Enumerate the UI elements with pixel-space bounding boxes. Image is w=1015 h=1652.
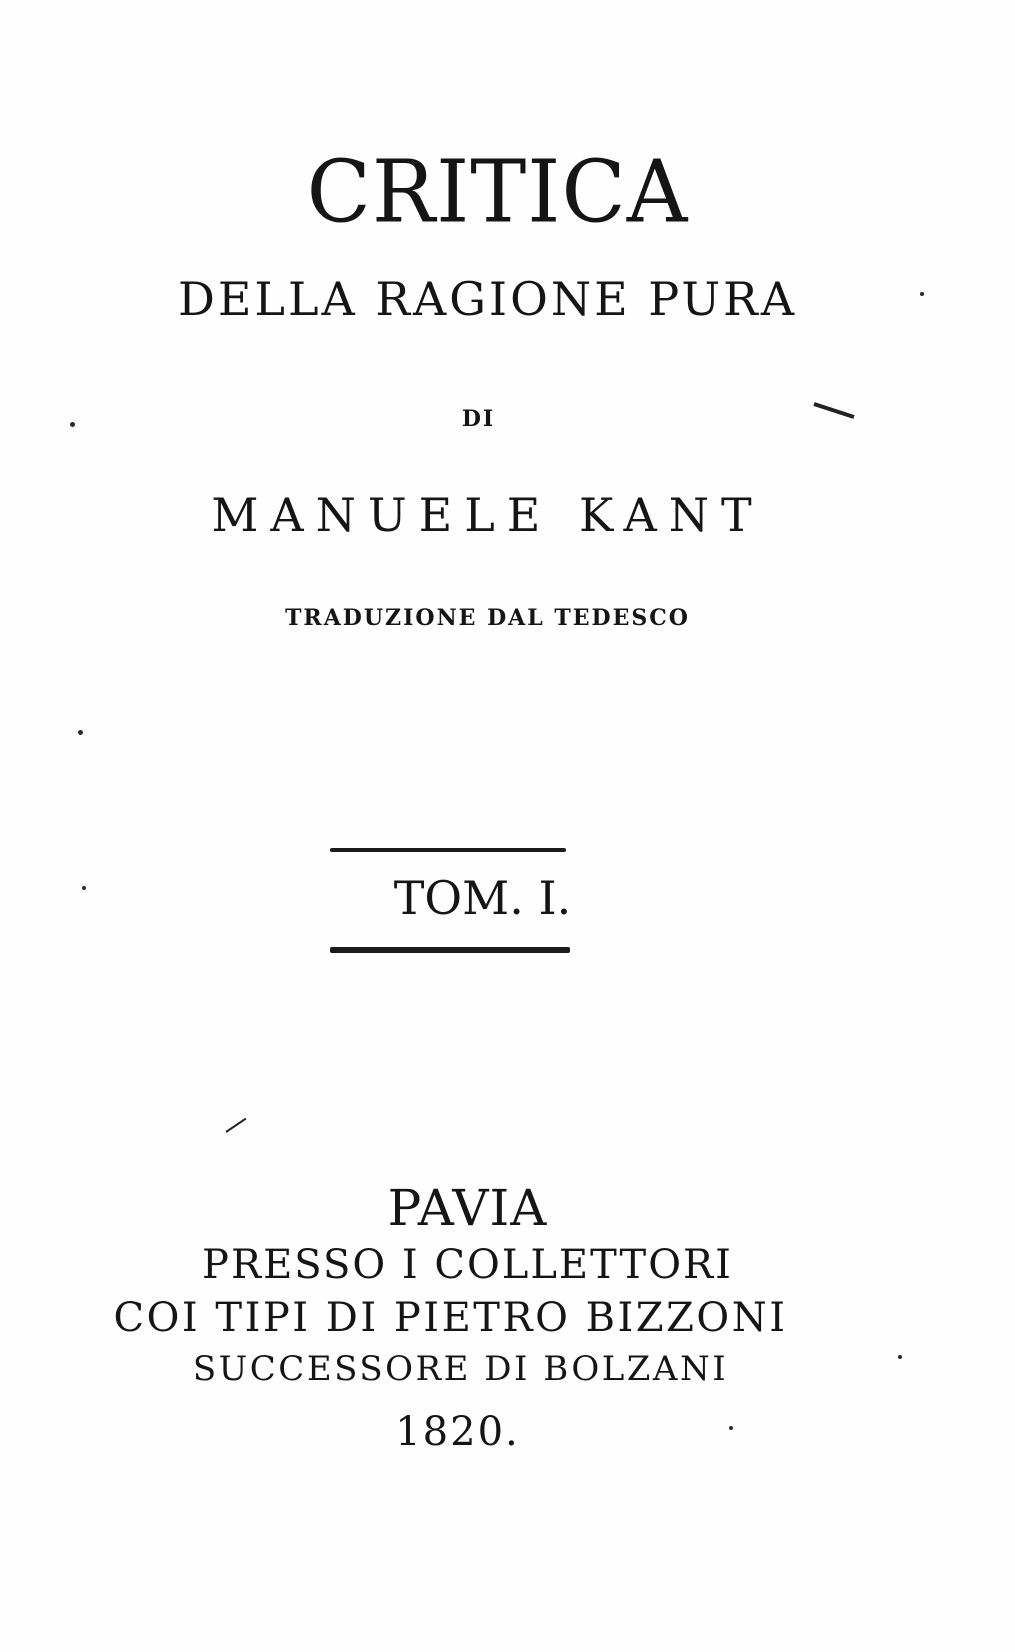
volume-number: TOM. I. <box>393 871 572 925</box>
volume-rule-bottom <box>330 947 570 953</box>
author-name: MANUELE KANT <box>211 488 764 542</box>
volume-rule-top <box>330 848 566 852</box>
paper-speck <box>898 1355 902 1359</box>
paper-speck <box>82 886 86 890</box>
imprint-successor: SUCCESSORE DI BOLZANI <box>192 1349 729 1389</box>
book-title: CRITICA <box>306 142 689 242</box>
paper-speck <box>70 422 75 427</box>
author-preposition: DI <box>461 406 496 432</box>
book-subtitle: DELLA RAGIONE PURA <box>177 272 798 326</box>
imprint-publisher: PRESSO I COLLETTORI <box>202 1242 733 1288</box>
paper-speck <box>78 730 83 735</box>
paper-speck <box>920 292 924 296</box>
imprint-city: PAVIA <box>387 1179 548 1237</box>
paper-speck <box>729 1426 733 1430</box>
publication-year: 1820. <box>395 1409 520 1455</box>
imprint-printer: COI TIPI DI PIETRO BIZZONI <box>113 1295 788 1341</box>
ink-mark <box>225 1118 246 1133</box>
translation-note: TRADUZIONE DAL TEDESCO <box>285 605 690 631</box>
